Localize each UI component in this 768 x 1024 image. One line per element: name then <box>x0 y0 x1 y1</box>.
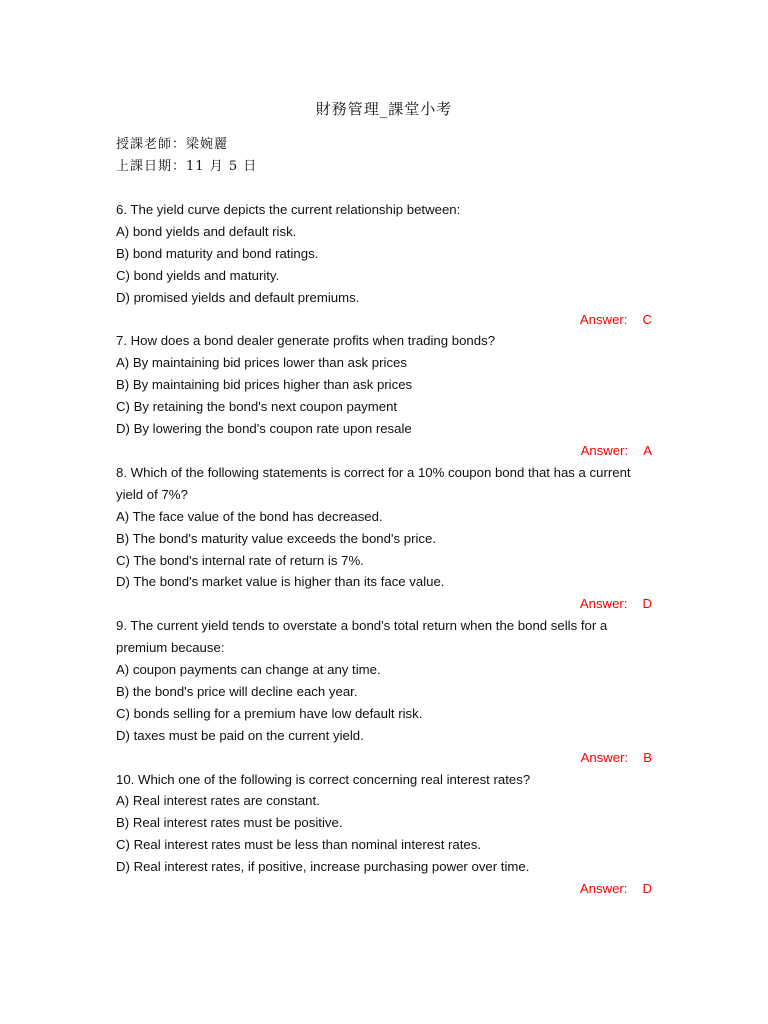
teacher-line <box>116 133 228 152</box>
answer-value: D <box>642 881 652 897</box>
answer-line <box>116 747 656 769</box>
question-text: 6. The yield curve depicts the current relationship between: <box>116 202 461 217</box>
date-value: 11 月 5 日 <box>186 159 258 174</box>
answer-line <box>116 878 656 900</box>
question-8 <box>116 462 656 615</box>
question-6 <box>116 199 656 330</box>
option-d: D) The bond's market value is higher than its face value. <box>116 574 445 590</box>
question-text: 9. The current yield tends to overstate a bond's total return when the bond sells for a premium because: <box>116 618 608 656</box>
option-d: D) promised yields and default premiums. <box>116 289 360 305</box>
answer-line <box>116 440 656 462</box>
option-a: A) By maintaining bid prices lower than ask prices <box>116 355 407 371</box>
option-c: C) bond yields and maturity. <box>116 267 280 283</box>
question-text: 8. Which of the following statements is correct for a 10% coupon bond that has a current yield of 7%? <box>116 464 631 502</box>
date-label: 上課日期 ： <box>116 159 186 174</box>
option-c: C) bonds selling for a premium have low default risk. <box>116 705 423 721</box>
answer-value: C <box>642 311 652 327</box>
option-b: B) Real interest rates must be positive. <box>116 815 343 831</box>
option-b: B) the bond's price will decline each year. <box>116 683 358 699</box>
option-c: C) The bond's internal rate of return is 7%. <box>116 552 364 568</box>
option-c: C) By retaining the bond's next coupon payment <box>116 399 398 415</box>
teacher-name: 梁婉麗 <box>186 137 229 152</box>
page-title: 財務管理_課堂小考 <box>315 100 453 118</box>
answer-value: A <box>643 442 652 458</box>
question-text: 10. Which one of the following is correct concerning real interest rates? <box>116 771 531 787</box>
option-b: B) By maintaining bid prices higher than ask prices <box>116 377 413 393</box>
answer-label: Answer: <box>579 596 628 612</box>
option-b: B) The bond's maturity value exceeds the bond's price. <box>116 530 437 546</box>
answer-value: B <box>643 749 652 765</box>
option-a: A) coupon payments can change at any time. <box>116 662 381 678</box>
option-d: D) taxes must be paid on the current yield. <box>116 727 364 743</box>
answer-label: Answer: <box>580 749 629 765</box>
answer-line <box>116 593 656 615</box>
option-d: D) Real interest rates, if positive, increase purchasing power over time. <box>116 859 530 875</box>
question-7 <box>116 330 656 461</box>
question-10 <box>116 769 656 900</box>
option-a: A) The face value of the bond has decreased. <box>116 508 383 524</box>
option-a: A) bond yields and default risk. <box>116 223 297 239</box>
option-c: C) Real interest rates must be less than nominal interest rates. <box>116 837 482 853</box>
answer-label: Answer: <box>580 442 629 458</box>
answer-value: D <box>642 596 652 612</box>
answer-label: Answer: <box>579 881 628 897</box>
teacher-label: 授課老師 ： <box>116 137 186 152</box>
option-d: D) By lowering the bond's coupon rate upon resale <box>116 421 412 437</box>
option-b: B) bond maturity and bond ratings. <box>116 245 319 261</box>
question-9 <box>116 615 656 768</box>
answer-line <box>116 309 656 331</box>
question-list <box>116 199 656 900</box>
option-a: A) Real interest rates are constant. <box>116 793 320 809</box>
answer-label: Answer: <box>579 311 628 327</box>
date-line <box>116 155 257 174</box>
question-text: 7. How does a bond dealer generate profits when trading bonds? <box>116 333 496 349</box>
